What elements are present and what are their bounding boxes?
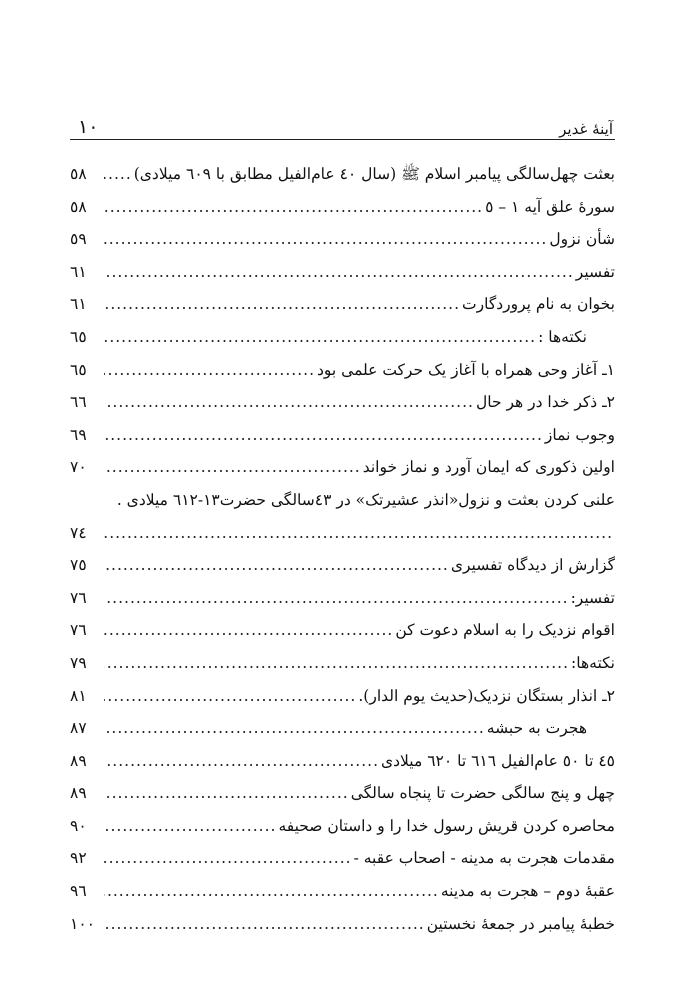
toc-entry (70, 842, 615, 875)
toc-leader-dots (104, 288, 462, 321)
toc-entry (70, 549, 615, 582)
toc-entry-title: ٢ـ انذار بستگان نزديک(حديث يوم الدار). (358, 686, 615, 705)
toc-entry (70, 223, 615, 256)
toc-entry-title: اولين ذکوری که ايمان آورد و نماز خواند (362, 458, 615, 477)
toc-entry-title: اقوام نزديک را به اسلام دعوت کن (395, 621, 615, 640)
toc-entry-title: ٤٥ تا ٥٠ عام‌الفيل ٦١٦ تا ٦٢٠ ميلادی (381, 751, 615, 770)
toc-entry-title: بعثت چهل‌سالگی پیامبر اسلام ﷺ (سال ٤٠ عام‌الفيل مطابق با ٦٠٩ میلادی) (133, 165, 615, 183)
toc-leader-dots (104, 614, 395, 647)
page-number: ١٠ (78, 116, 99, 138)
toc-entry-page: ٥٨ (70, 165, 87, 183)
toc-leader-dots (104, 908, 427, 941)
toc-entry (70, 288, 615, 321)
toc-entry (70, 712, 615, 745)
toc-entry (70, 451, 615, 484)
toc-entry-title: چهل و پنج سالگی حضرت تا پنجاه سالگی (350, 784, 615, 803)
toc-entry (70, 647, 615, 680)
toc-leader-dots (104, 354, 317, 387)
toc-leader-dots (104, 875, 441, 908)
toc-entry-page: ٧٩ (70, 653, 87, 672)
toc-entry-title: تفسير (575, 262, 615, 281)
toc-leader-dots (104, 777, 351, 810)
toc-entry (70, 777, 615, 810)
header-rule (70, 139, 615, 140)
toc-entry-title: نکته‌ها : (538, 327, 587, 346)
toc-entry (70, 908, 615, 941)
toc-entry-title: ١ـ آغاز وحی همراه با آغاز يک حرکت علمی بود (317, 360, 615, 379)
toc-entry-title: مقدمات هجرت به مدينه - اصحاب عقبه - (353, 849, 615, 868)
toc-entry-title: نکته‌ها: (571, 653, 615, 672)
toc-leader-dots (104, 223, 549, 256)
table-of-contents (70, 158, 615, 940)
toc-entry (70, 321, 615, 354)
toc-entry-page: ٧٠ (70, 458, 87, 477)
toc-entry-title: بخوان به نام پروردگارت (462, 295, 615, 314)
toc-entry-title: وجوب نماز (544, 425, 615, 444)
toc-entry-page: ٦٦ (70, 393, 87, 412)
toc-entry-page: ٧٤ (70, 523, 87, 542)
toc-entry-page: ٦٥ (70, 327, 87, 346)
toc-leader-dots (104, 549, 451, 582)
toc-entry-page: ٨١ (70, 686, 87, 705)
toc-entry-page: ٦١ (70, 262, 87, 281)
toc-entry (70, 614, 615, 647)
toc-leader-dots (104, 745, 381, 778)
toc-entry-title: خطبۀ پيامبر در جمعۀ نخستين (426, 914, 615, 933)
toc-entry (70, 354, 615, 387)
toc-entry (70, 875, 615, 908)
toc-entry-page: ٨٧ (70, 719, 87, 738)
toc-entry (70, 484, 615, 517)
toc-entry-page: ٩٠ (70, 816, 87, 835)
toc-entry-page: ٩٦ (70, 882, 87, 901)
toc-entry-title: سورۀ علق آيه ١ – ٥ (485, 197, 615, 216)
toc-leader-dots (104, 712, 487, 745)
toc-entry-page: ٨٩ (70, 751, 87, 770)
toc-entry-page: ٧٥ (70, 556, 87, 575)
toc-entry-title: علنی کردن بعثت و نزول«انذر عشيرتک» در ٤٣سالگی حضرت١٣-٦١٢ ميلادی . (116, 490, 615, 509)
toc-entry (70, 745, 615, 778)
toc-leader-dots (104, 582, 571, 615)
toc-leader-dots (104, 321, 538, 354)
toc-leader-dots (104, 386, 476, 419)
toc-entry-title: عقبۀ دوم – هجرت به مدينه (440, 882, 615, 901)
toc-entry (70, 517, 615, 550)
toc-entry-title: گزارش از ديدگاه تفسيری (450, 556, 615, 575)
toc-entry-title: تفسير: (570, 588, 615, 607)
toc-leader-dots (104, 419, 545, 452)
toc-entry-page: ٧٦ (70, 621, 87, 640)
toc-leader-dots (104, 842, 354, 875)
toc-entry-page: ٥٨ (70, 197, 87, 216)
toc-entry (70, 158, 615, 191)
toc-entry-page: ٥٩ (70, 230, 87, 249)
toc-entry-page: ٦٩ (70, 425, 87, 444)
toc-entry-title: محاصره کردن قريش رسول خدا را و داستان صحيفه (278, 816, 615, 835)
toc-entry (70, 191, 615, 224)
toc-entry (70, 419, 615, 452)
toc-leader-dots (104, 680, 358, 713)
toc-entry-page: ٨٩ (70, 784, 87, 803)
toc-entry (70, 256, 615, 289)
toc-entry-title: ٢ـ ذکر خدا در هر حال (475, 393, 615, 412)
toc-entry (70, 680, 615, 713)
toc-entry (70, 582, 615, 615)
toc-entry-page: ١٠٠ (70, 914, 95, 933)
toc-entry-page: ٦١ (70, 295, 87, 314)
toc-leader-dots (104, 810, 278, 843)
toc-leader-dots (104, 158, 134, 191)
toc-entry-page: ٩٢ (70, 849, 87, 868)
toc-leader-dots (104, 191, 485, 224)
toc-entry-page: ٦٥ (70, 360, 87, 379)
toc-entry (70, 810, 615, 843)
toc-entry-title: شأن نزول (549, 230, 615, 249)
toc-leader-dots (104, 517, 615, 550)
book-title: آينۀ غدير (559, 120, 613, 138)
toc-leader-dots (104, 647, 571, 680)
toc-entry-page: ٧٦ (70, 588, 87, 607)
toc-entry-title: هجرت به حبشه (486, 719, 587, 738)
toc-leader-dots (104, 451, 363, 484)
running-header (70, 108, 615, 138)
toc-leader-dots (104, 256, 576, 289)
toc-entry (70, 386, 615, 419)
